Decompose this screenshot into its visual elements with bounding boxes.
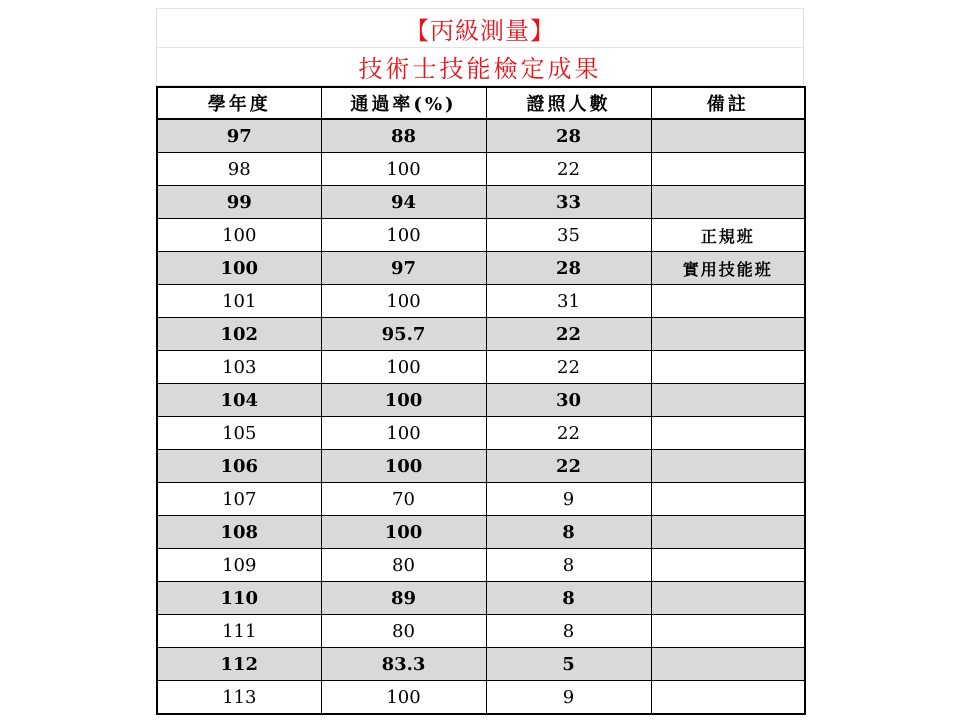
year-cell: 112 [157, 648, 321, 681]
pass-rate-cell: 100 [321, 384, 486, 417]
year-cell: 106 [157, 450, 321, 483]
year-cell: 101 [157, 285, 321, 318]
table-row [157, 417, 805, 450]
certificate-count-cell: 22 [486, 153, 651, 186]
year-cell: 99 [157, 186, 321, 219]
header-certificate-count: 證照人數 [486, 87, 651, 119]
note-cell [651, 648, 805, 681]
year-cell: 111 [157, 615, 321, 648]
table-row [157, 318, 805, 351]
year-cell: 113 [157, 681, 321, 715]
certificate-count-cell: 31 [486, 285, 651, 318]
pass-rate-cell: 83.3 [321, 648, 486, 681]
certificate-count-cell: 5 [486, 648, 651, 681]
note-cell [651, 681, 805, 715]
year-cell: 98 [157, 153, 321, 186]
note-cell [651, 186, 805, 219]
table-row [157, 516, 805, 549]
header-note: 備註 [651, 87, 805, 119]
pass-rate-cell: 100 [321, 153, 486, 186]
table-row [157, 252, 805, 285]
year-cell: 102 [157, 318, 321, 351]
certificate-count-cell: 22 [486, 450, 651, 483]
table-row [157, 648, 805, 681]
note-cell: 正規班 [651, 219, 805, 252]
table-row [157, 119, 805, 153]
pass-rate-cell: 100 [321, 681, 486, 715]
certificate-count-cell: 22 [486, 318, 651, 351]
table-row [157, 483, 805, 516]
year-cell: 107 [157, 483, 321, 516]
certificate-count-cell: 8 [486, 516, 651, 549]
year-cell: 108 [157, 516, 321, 549]
page-title: 【丙級測量】 [156, 8, 804, 47]
certificate-count-cell: 33 [486, 186, 651, 219]
year-cell: 103 [157, 351, 321, 384]
table-row [157, 285, 805, 318]
year-cell: 100 [157, 219, 321, 252]
year-cell: 110 [157, 582, 321, 615]
note-cell [651, 351, 805, 384]
note-cell [651, 450, 805, 483]
pass-rate-cell: 100 [321, 417, 486, 450]
table-row [157, 615, 805, 648]
note-cell [651, 615, 805, 648]
note-cell [651, 549, 805, 582]
certificate-count-cell: 28 [486, 252, 651, 285]
note-cell [651, 516, 805, 549]
table-row [157, 450, 805, 483]
note-cell [651, 153, 805, 186]
pass-rate-cell: 95.7 [321, 318, 486, 351]
pass-rate-cell: 89 [321, 582, 486, 615]
certificate-count-cell: 8 [486, 582, 651, 615]
page-subtitle: 技術士技能檢定成果 [156, 47, 804, 86]
pass-rate-cell: 100 [321, 516, 486, 549]
pass-rate-cell: 80 [321, 615, 486, 648]
note-cell: 實用技能班 [651, 252, 805, 285]
certificate-count-cell: 35 [486, 219, 651, 252]
certificate-count-cell: 9 [486, 483, 651, 516]
table-row [157, 549, 805, 582]
header-row [157, 87, 805, 119]
note-cell [651, 318, 805, 351]
note-cell [651, 384, 805, 417]
table-row [157, 186, 805, 219]
year-cell: 97 [157, 119, 321, 153]
note-cell [651, 285, 805, 318]
header-year: 學年度 [157, 87, 321, 119]
table-row [157, 681, 805, 715]
certificate-count-cell: 8 [486, 549, 651, 582]
pass-rate-cell: 100 [321, 351, 486, 384]
pass-rate-cell: 70 [321, 483, 486, 516]
results-sheet [156, 8, 804, 715]
certificate-count-cell: 9 [486, 681, 651, 715]
certificate-count-cell: 22 [486, 351, 651, 384]
pass-rate-cell: 97 [321, 252, 486, 285]
results-table [156, 86, 806, 715]
pass-rate-cell: 94 [321, 186, 486, 219]
year-cell: 100 [157, 252, 321, 285]
certificate-count-cell: 30 [486, 384, 651, 417]
table-row [157, 384, 805, 417]
header-pass-rate: 通過率(%) [321, 87, 486, 119]
table-row [157, 351, 805, 384]
year-cell: 104 [157, 384, 321, 417]
year-cell: 105 [157, 417, 321, 450]
certificate-count-cell: 22 [486, 417, 651, 450]
certificate-count-cell: 8 [486, 615, 651, 648]
pass-rate-cell: 80 [321, 549, 486, 582]
pass-rate-cell: 100 [321, 450, 486, 483]
note-cell [651, 417, 805, 450]
year-cell: 109 [157, 549, 321, 582]
pass-rate-cell: 88 [321, 119, 486, 153]
table-row [157, 582, 805, 615]
table-row [157, 219, 805, 252]
certificate-count-cell: 28 [486, 119, 651, 153]
pass-rate-cell: 100 [321, 285, 486, 318]
note-cell [651, 483, 805, 516]
pass-rate-cell: 100 [321, 219, 486, 252]
note-cell [651, 119, 805, 153]
table-body [157, 119, 805, 714]
note-cell [651, 582, 805, 615]
table-row [157, 153, 805, 186]
